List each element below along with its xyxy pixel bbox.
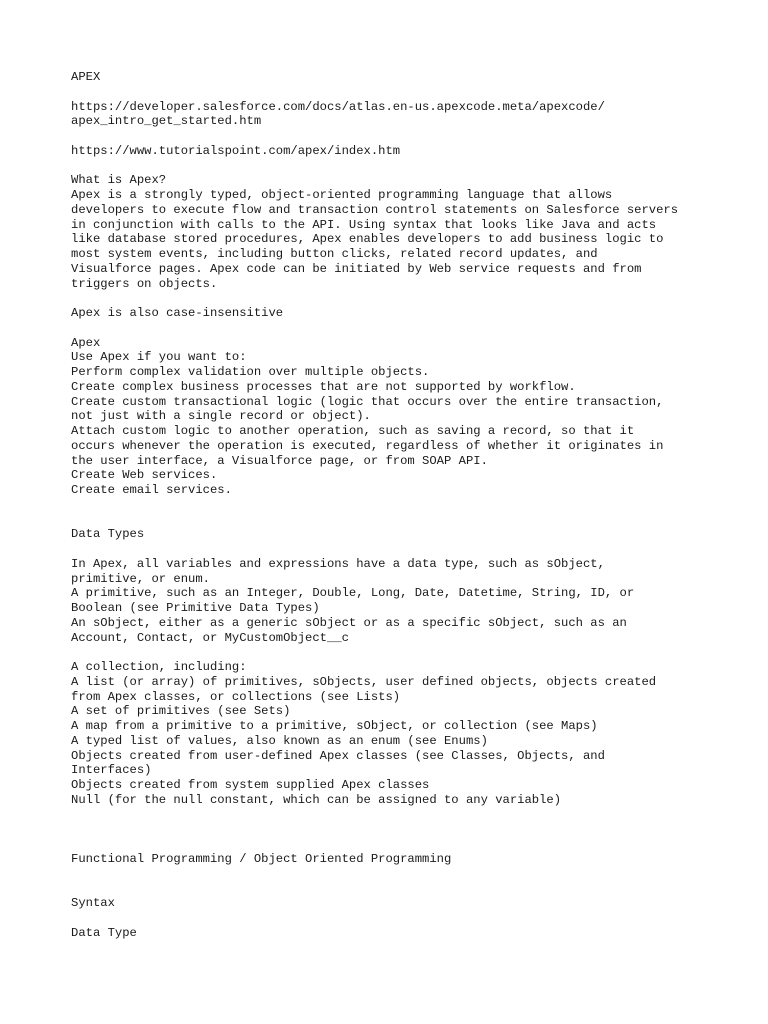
text-line: A list (or array) of primitives, sObjects, user defined objects, objects created xyxy=(71,674,657,689)
text-line: Data Types xyxy=(71,527,145,542)
blank-line xyxy=(71,822,731,837)
text-line: APEX xyxy=(71,70,101,84)
text-line: like database stored procedures, Apex enables developers to add business logic to xyxy=(71,232,664,247)
text-line: Boolean (see Primitive Data Types) xyxy=(71,601,320,615)
text-line: Interfaces) xyxy=(71,763,152,778)
text-line: A collection, including: xyxy=(71,660,247,674)
blank-line xyxy=(71,321,731,336)
text-line: https://www.tutorialspoint.com/apex/index.htm xyxy=(71,143,401,158)
blank-line xyxy=(71,129,731,144)
text-line: Null (for the null constant, which can be assigned to any variable) xyxy=(71,792,562,807)
blank-line xyxy=(71,542,731,557)
text-line: Attach custom logic to another operation, such as saving a record, so that it xyxy=(71,424,635,438)
text-line: Apex is also case-insensitive xyxy=(71,306,284,320)
blank-line xyxy=(71,513,731,528)
text-line: Apex xyxy=(71,335,101,350)
text-line: https://developer.salesforce.com/docs/atlas.en-us.apexcode.meta/apexcode/ xyxy=(71,99,605,114)
text-line: Functional Programming / Object Oriented Programming xyxy=(71,851,452,866)
document-body xyxy=(71,70,731,940)
text-line: What is Apex? xyxy=(71,173,167,188)
text-line: A map from a primitive to a primitive, sObject, or collection (see Maps) xyxy=(71,719,598,733)
text-line: Create custom transactional logic (logic that occurs over the entire transaction, xyxy=(71,394,664,409)
text-line: from Apex classes, or collections (see Lists) xyxy=(71,689,401,704)
text-line: Perform complex validation over multiple objects. xyxy=(71,365,430,379)
text-line: Data Type xyxy=(71,925,137,940)
text-line: A set of primitives (see Sets) xyxy=(71,704,291,719)
blank-line xyxy=(71,291,731,306)
text-line: A primitive, such as an Integer, Double, Long, Date, Datetime, String, ID, or xyxy=(71,586,635,601)
text-line: Create complex business processes that are not supported by workflow. xyxy=(71,379,576,394)
blank-line xyxy=(71,837,731,852)
blank-line xyxy=(71,808,731,823)
text-line: In Apex, all variables and expressions have a data type, such as sObject, xyxy=(71,556,605,571)
text-line: Syntax xyxy=(71,896,115,910)
blank-line xyxy=(71,645,731,660)
text-line: An sObject, either as a generic sObject or as a specific sObject, such as an xyxy=(71,615,627,630)
blank-line xyxy=(71,498,731,513)
text-line: Use Apex if you want to: xyxy=(71,350,247,365)
text-line: Visualforce pages. Apex code can be initiated by Web service requests and from xyxy=(71,261,642,276)
blank-line xyxy=(71,867,731,882)
blank-line xyxy=(71,159,731,174)
text-line: A typed list of values, also known as an enum (see Enums) xyxy=(71,733,488,748)
blank-line xyxy=(71,881,731,896)
text-line: Objects created from user-defined Apex classes (see Classes, Objects, and xyxy=(71,748,605,763)
text-line: Apex is a strongly typed, object-oriented programming language that allows xyxy=(71,188,613,202)
text-line: most system events, including button clicks, related record updates, and xyxy=(71,247,598,261)
text-line: developers to execute flow and transaction control statements on Salesforce servers xyxy=(71,202,679,217)
text-line: occurs whenever the operation is executed, regardless of whether it originates in xyxy=(71,438,664,453)
text-line: not just with a single record or object). xyxy=(71,409,371,424)
text-line: triggers on objects. xyxy=(71,276,218,291)
text-line: in conjunction with calls to the API. Using syntax that looks like Java and acts xyxy=(71,217,657,232)
text-line: primitive, or enum. xyxy=(71,571,210,586)
blank-line xyxy=(71,85,731,100)
text-line: the user interface, a Visualforce page, or from SOAP API. xyxy=(71,453,488,468)
text-line: Create email services. xyxy=(71,483,232,497)
text-line: Objects created from system supplied Apex classes xyxy=(71,778,430,792)
blank-line xyxy=(71,911,731,926)
text-line: apex_intro_get_started.htm xyxy=(71,114,262,129)
text-line: Account, Contact, or MyCustomObject__c xyxy=(71,630,349,645)
text-line: Create Web services. xyxy=(71,468,218,483)
